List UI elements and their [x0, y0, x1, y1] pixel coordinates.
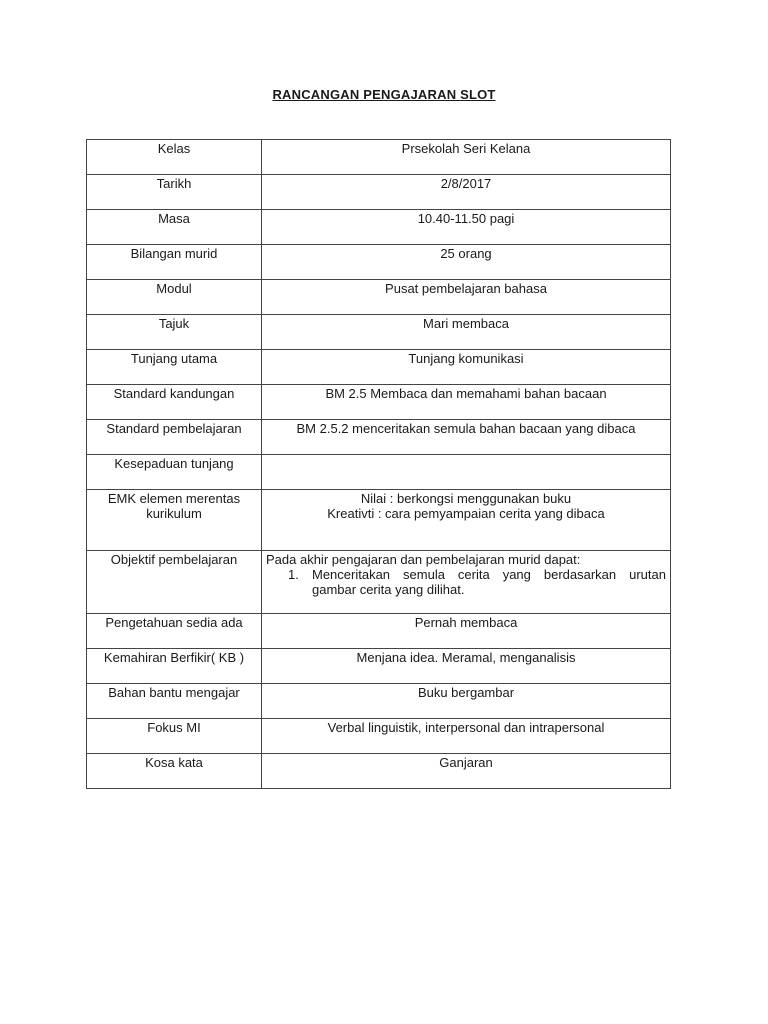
table-row: [87, 210, 671, 245]
row-label: Fokus MI: [87, 719, 262, 754]
row-label: Kemahiran Berfikir( KB ): [87, 649, 262, 684]
table-row: [87, 140, 671, 175]
table-row: [87, 420, 671, 455]
row-value: Tunjang komunikasi: [262, 350, 671, 385]
lesson-plan-table: [86, 139, 671, 789]
row-value: BM 2.5 Membaca dan memahami bahan bacaan: [262, 385, 671, 420]
row-label-line: kurikulum: [146, 506, 202, 521]
row-label: Masa: [87, 210, 262, 245]
row-value: Prsekolah Seri Kelana: [262, 140, 671, 175]
table-row: [87, 175, 671, 210]
row-label: Kosa kata: [87, 754, 262, 789]
table-row: [87, 551, 671, 614]
table-row: [87, 719, 671, 754]
row-value: 2/8/2017: [262, 175, 671, 210]
row-label: Tajuk: [87, 315, 262, 350]
row-value: Menjana idea. Meramal, menganalisis: [262, 649, 671, 684]
row-value-objective: [262, 551, 671, 614]
list-item: [266, 567, 666, 597]
row-label: Standard kandungan: [87, 385, 262, 420]
row-value: Ganjaran: [262, 754, 671, 789]
row-label: [87, 490, 262, 551]
row-label: Objektif pembelajaran: [87, 551, 262, 614]
row-value: Verbal linguistik, interpersonal dan intrapersonal: [262, 719, 671, 754]
row-value: Pernah membaca: [262, 614, 671, 649]
table-row: [87, 684, 671, 719]
row-value: Pusat pembelajaran bahasa: [262, 280, 671, 315]
row-label: Bahan bantu mengajar: [87, 684, 262, 719]
row-label: Kelas: [87, 140, 262, 175]
row-label: Tarikh: [87, 175, 262, 210]
objective-lead-text: Pada akhir pengajaran dan pembelajaran murid dapat:: [266, 552, 581, 567]
row-value: [262, 490, 671, 551]
table-row: [87, 245, 671, 280]
row-value: Mari membaca: [262, 315, 671, 350]
row-label: Modul: [87, 280, 262, 315]
table-row: [87, 315, 671, 350]
table-row: [87, 614, 671, 649]
row-value-line: Kreativti : cara pemyampaian cerita yang dibaca: [327, 506, 605, 521]
table-row: [87, 455, 671, 490]
row-value: Buku bergambar: [262, 684, 671, 719]
row-label: Tunjang utama: [87, 350, 262, 385]
list-item-number: 1.: [288, 567, 299, 582]
row-value: 25 orang: [262, 245, 671, 280]
row-value: 10.40-11.50 pagi: [262, 210, 671, 245]
row-value-line: Nilai : berkongsi menggunakan buku: [360, 491, 572, 506]
row-value-empty: [262, 455, 671, 490]
row-label: Pengetahuan sedia ada: [87, 614, 262, 649]
objective-list: [266, 567, 666, 597]
row-label: Standard pembelajaran: [87, 420, 262, 455]
table-row: [87, 649, 671, 684]
table-row: [87, 490, 671, 551]
document-title: RANCANGAN PENGAJARAN SLOT: [272, 87, 496, 102]
table-row: [87, 280, 671, 315]
list-item-text: Menceritakan semula cerita yang berdasarkan urutan gambar cerita yang dilihat.: [312, 567, 666, 597]
row-label-line: EMK elemen merentas: [107, 491, 241, 506]
table-row: [87, 754, 671, 789]
table-row: [87, 385, 671, 420]
row-label: Kesepaduan tunjang: [87, 455, 262, 490]
table-row: [87, 350, 671, 385]
row-value: BM 2.5.2 menceritakan semula bahan bacaan yang dibaca: [262, 420, 671, 455]
row-label: Bilangan murid: [87, 245, 262, 280]
